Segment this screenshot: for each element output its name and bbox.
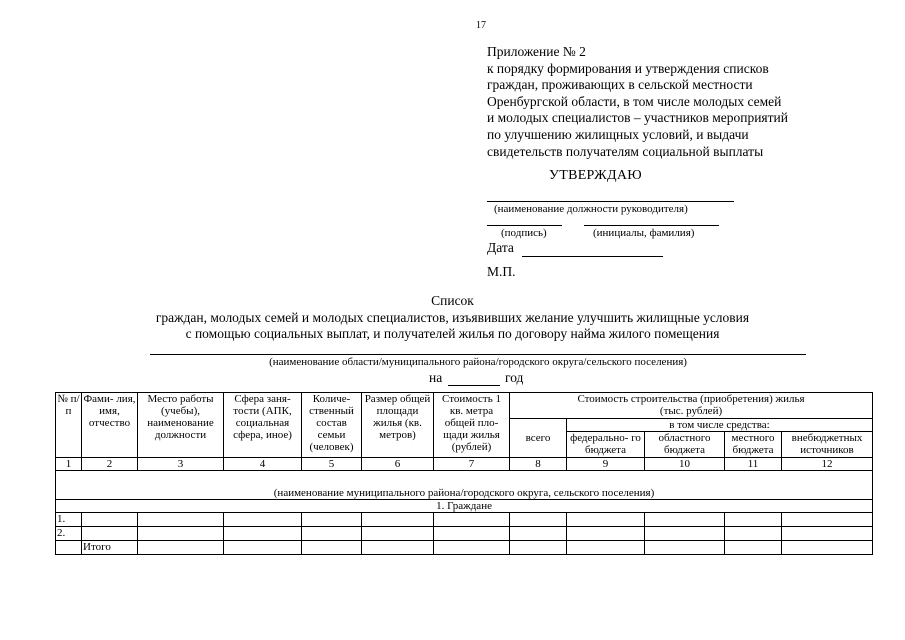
table-cell <box>362 541 434 555</box>
row-number: 1. <box>56 513 82 527</box>
table-cell <box>138 541 224 555</box>
citizens-table <box>55 392 873 555</box>
header-area: Размер общей площади жилья (кв. метров) <box>362 393 434 458</box>
table-cell <box>782 513 873 527</box>
column-number: 12 <box>782 458 873 471</box>
column-number-row <box>56 458 873 471</box>
seal-label: М.П. <box>487 264 516 279</box>
table-cell <box>510 541 567 555</box>
table-cell <box>645 527 725 541</box>
page-number: 17 <box>476 20 486 31</box>
table-cell <box>434 513 510 527</box>
table-cell <box>725 527 782 541</box>
appendix-line: Оренбургской области, в том числе молодых семей <box>487 93 782 109</box>
table-row <box>56 513 873 527</box>
approval-heading: УТВЕРЖДАЮ <box>549 168 642 183</box>
table-cell <box>725 541 782 555</box>
table-cell <box>645 513 725 527</box>
table-cell <box>302 527 362 541</box>
table-cell <box>362 527 434 541</box>
header-workplace: Место работы (учебы), наименование должности <box>138 393 224 458</box>
total-row <box>56 541 873 555</box>
table-cell <box>56 541 82 555</box>
table-cell <box>782 527 873 541</box>
position-caption: (наименование должности руководителя) <box>494 203 688 215</box>
initials-caption: (инициалы, фамилия) <box>593 227 695 239</box>
row-number: 2. <box>56 527 82 541</box>
appendix-line: по улучшению жилищных условий, и выдачи <box>487 126 749 142</box>
table-cell <box>567 513 645 527</box>
header-cost-group-line: (тыс. рублей) <box>659 405 723 417</box>
section-title: 1. Граждане <box>56 500 873 513</box>
table-cell <box>434 541 510 555</box>
list-title: Список <box>431 293 474 308</box>
list-description-line-1: граждан, молодых семей и молодых специалистов, изъявивших желание улучшить жилищные условия <box>155 310 750 325</box>
column-number: 11 <box>725 458 782 471</box>
signature-line <box>487 225 562 226</box>
year-line <box>448 385 500 386</box>
header-total: всего <box>510 419 567 458</box>
table-cell <box>567 541 645 555</box>
date-line <box>522 256 663 257</box>
header-local: местного бюджета <box>725 432 782 458</box>
column-number: 2 <box>82 458 138 471</box>
table-cell <box>434 527 510 541</box>
table-cell <box>510 513 567 527</box>
header-sphere: Сфера заня- тости (АПК, социальная сфера, иное) <box>224 393 302 458</box>
header-num: № п/п <box>56 393 82 458</box>
total-label: Итого <box>82 541 138 555</box>
header-price: Стоимость 1 кв. метра общей пло- щади жилья (рублей) <box>434 393 510 458</box>
year-suffix: год <box>505 370 524 385</box>
table-row <box>56 527 873 541</box>
table-cell <box>224 513 302 527</box>
table-cell <box>510 527 567 541</box>
table-cell <box>224 541 302 555</box>
year-prefix: на <box>429 370 443 385</box>
header-cost-group <box>510 393 873 419</box>
header-regional: областного бюджета <box>645 432 725 458</box>
header-name: Фами- лия, имя, отчество <box>82 393 138 458</box>
appendix-title: Приложение № 2 <box>487 44 586 59</box>
header-sources-group: в том числе средства: <box>567 419 873 432</box>
table-cell <box>567 527 645 541</box>
table-cell <box>138 513 224 527</box>
municipality-caption: (наименование муниципального района/городского округа, сельского поселения) <box>56 471 873 500</box>
table-cell <box>645 541 725 555</box>
column-number: 3 <box>138 458 224 471</box>
column-number: 10 <box>645 458 725 471</box>
column-number: 4 <box>224 458 302 471</box>
appendix-block <box>487 44 788 160</box>
table-cell <box>82 527 138 541</box>
region-line <box>150 354 806 355</box>
table-cell <box>224 527 302 541</box>
table-cell <box>362 513 434 527</box>
column-number: 8 <box>510 458 567 471</box>
appendix-line: свидетельств получателям социальной выплаты <box>487 143 764 159</box>
initials-line <box>584 225 719 226</box>
table-cell <box>782 541 873 555</box>
header-family: Количе- ственный состав семьи (человек) <box>302 393 362 458</box>
header-federal: федерально- го бюджета <box>567 432 645 458</box>
signature-caption: (подпись) <box>501 227 547 239</box>
list-description-line-2: с помощью социальных выплат, и получателей жилья по договору найма жилого помещения <box>185 326 720 341</box>
region-caption: (наименование области/муниципального района/городского округа/сельского поселения) <box>269 356 687 368</box>
header-extra: внебюджетных источников <box>782 432 873 458</box>
column-number: 1 <box>56 458 82 471</box>
appendix-line: граждан, проживающих в сельской местности <box>487 77 753 93</box>
position-line <box>487 201 734 202</box>
column-number: 5 <box>302 458 362 471</box>
column-number: 7 <box>434 458 510 471</box>
header-cost-group-line: Стоимость строительства (приобретения) жилья <box>577 393 805 405</box>
appendix-line: и молодых специалистов – участников мероприятий <box>487 110 788 126</box>
column-number: 9 <box>567 458 645 471</box>
table-cell <box>138 527 224 541</box>
date-label: Дата <box>487 240 514 255</box>
table-cell <box>82 513 138 527</box>
table-cell <box>302 541 362 555</box>
appendix-line: к порядку формирования и утверждения списков <box>487 60 769 76</box>
table-cell <box>302 513 362 527</box>
table-cell <box>725 513 782 527</box>
column-number: 6 <box>362 458 434 471</box>
